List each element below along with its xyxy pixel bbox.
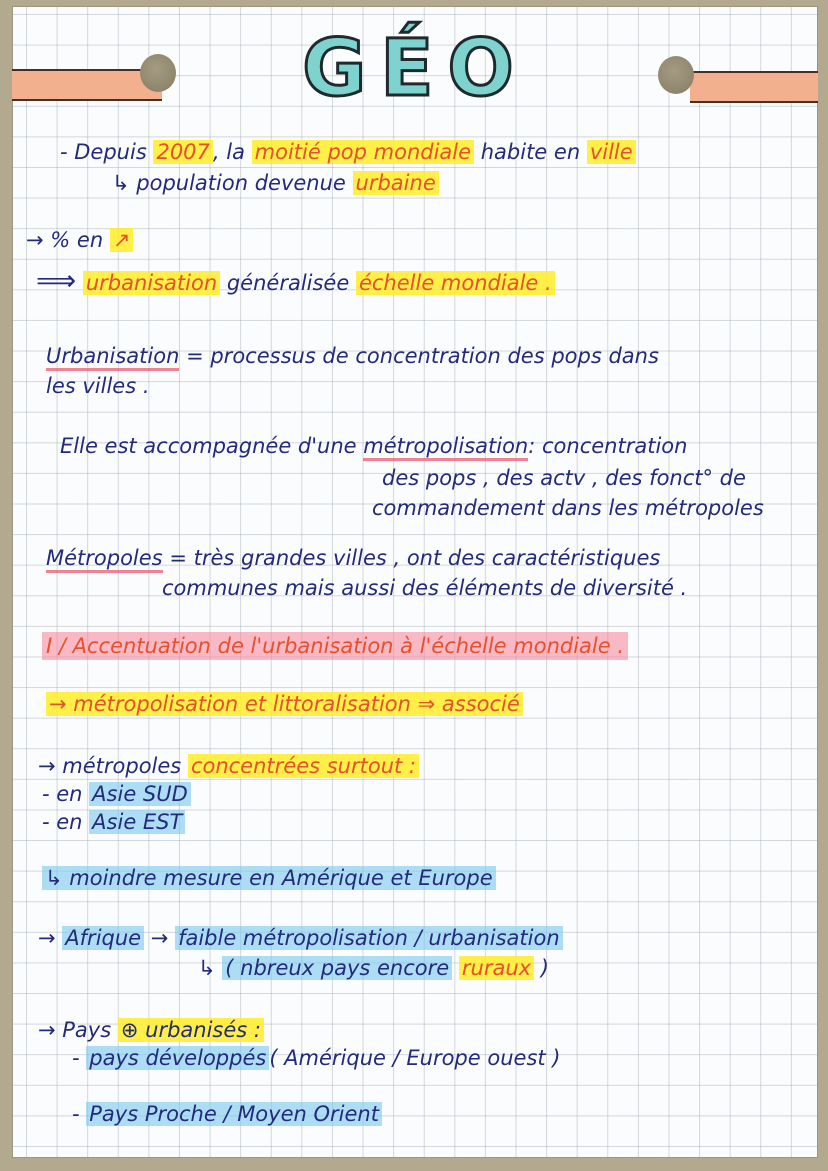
intro-line-4 <box>36 264 555 297</box>
highlight: urbanisation <box>83 271 220 295</box>
highlight: faible métropolisation / urbanisation <box>175 926 563 950</box>
highlight: ↳ moindre mesure en Amérique et Europe <box>42 866 496 890</box>
text: ) <box>540 956 549 980</box>
highlight: Asie SUD <box>89 782 191 806</box>
text: Elle est accompagnée d'une <box>60 434 357 458</box>
highlight: Pays Proche / Moyen Orient <box>86 1102 382 1126</box>
text: = processus de concentration des pops dans <box>186 344 659 368</box>
notebook-page <box>12 6 818 1158</box>
text: - en <box>42 810 83 834</box>
heading-highlight: I / Accentuation de l'urbanisation à l'échelle mondiale . <box>42 632 628 660</box>
highlight: échelle mondiale . <box>356 271 555 295</box>
text: ( Amérique / Europe ouest ) <box>269 1046 561 1070</box>
text: ↳ <box>198 956 216 980</box>
concentration-1 <box>38 754 419 778</box>
highlight: ruraux <box>459 956 534 980</box>
def-metropolisation-3: commandement dans les métropoles <box>372 496 764 520</box>
pays-1 <box>38 1018 264 1042</box>
highlight: moitié pop mondiale <box>252 140 474 164</box>
text: - <box>72 1046 80 1070</box>
afrique-1 <box>38 926 563 950</box>
text: ↳ population devenue <box>112 171 346 195</box>
page-title: GÉO <box>302 24 528 114</box>
term: Métropoles <box>46 546 163 573</box>
arrow-icon: → <box>150 926 169 950</box>
highlight: concentrées surtout : <box>188 754 419 778</box>
highlight: ⊕ urbanisés : <box>118 1018 264 1042</box>
highlight: pays développés <box>86 1046 269 1070</box>
text: = très grandes villes , ont des caractéristiques <box>169 546 661 570</box>
text: - en <box>42 782 83 806</box>
year-highlight: 2007 <box>153 140 212 164</box>
term: métropolisation <box>363 434 528 461</box>
def-metropolisation-2: des pops , des actv , des fonct° de <box>382 466 746 490</box>
highlight: ( nbreux pays encore <box>222 956 452 980</box>
def-metropolisation-1 <box>60 434 687 458</box>
highlight: Asie EST <box>89 810 185 834</box>
section-heading <box>42 634 628 658</box>
text: - <box>72 1102 80 1126</box>
term: Urbanisation <box>46 344 179 371</box>
pays-2 <box>72 1046 560 1070</box>
text: - Depuis <box>60 140 147 164</box>
highlight: urbaine <box>353 171 439 195</box>
highlight: → métropolisation et littoralisation ⇒ associé <box>46 692 523 716</box>
text: → Pays <box>38 1018 112 1042</box>
intro-line-3 <box>26 228 133 252</box>
def-urbanisation-1 <box>46 344 659 368</box>
text: généralisée <box>226 271 350 295</box>
def-metropoles-2: communes mais aussi des éléments de diversité . <box>162 576 688 600</box>
text: → métropoles <box>38 754 182 778</box>
up-arrow-icon: ↗ <box>110 228 134 252</box>
pays-3 <box>72 1102 382 1126</box>
section-assoc <box>46 692 523 716</box>
highlight: Afrique <box>62 926 144 950</box>
text: habite en <box>480 140 581 164</box>
intro-line-1 <box>60 140 636 164</box>
double-arrow-icon: ⟹ <box>36 264 77 297</box>
text: , la <box>212 140 245 164</box>
text: → % en <box>26 228 104 252</box>
def-urbanisation-2: les villes . <box>46 374 150 398</box>
concentration-4 <box>42 866 496 890</box>
def-metropoles-1 <box>46 546 660 570</box>
concentration-2 <box>42 782 191 806</box>
concentration-3 <box>42 810 185 834</box>
text: : concentration <box>528 434 688 458</box>
intro-line-2 <box>112 171 439 195</box>
text: → <box>38 926 56 950</box>
highlight: ville <box>587 140 636 164</box>
afrique-2 <box>198 956 549 980</box>
